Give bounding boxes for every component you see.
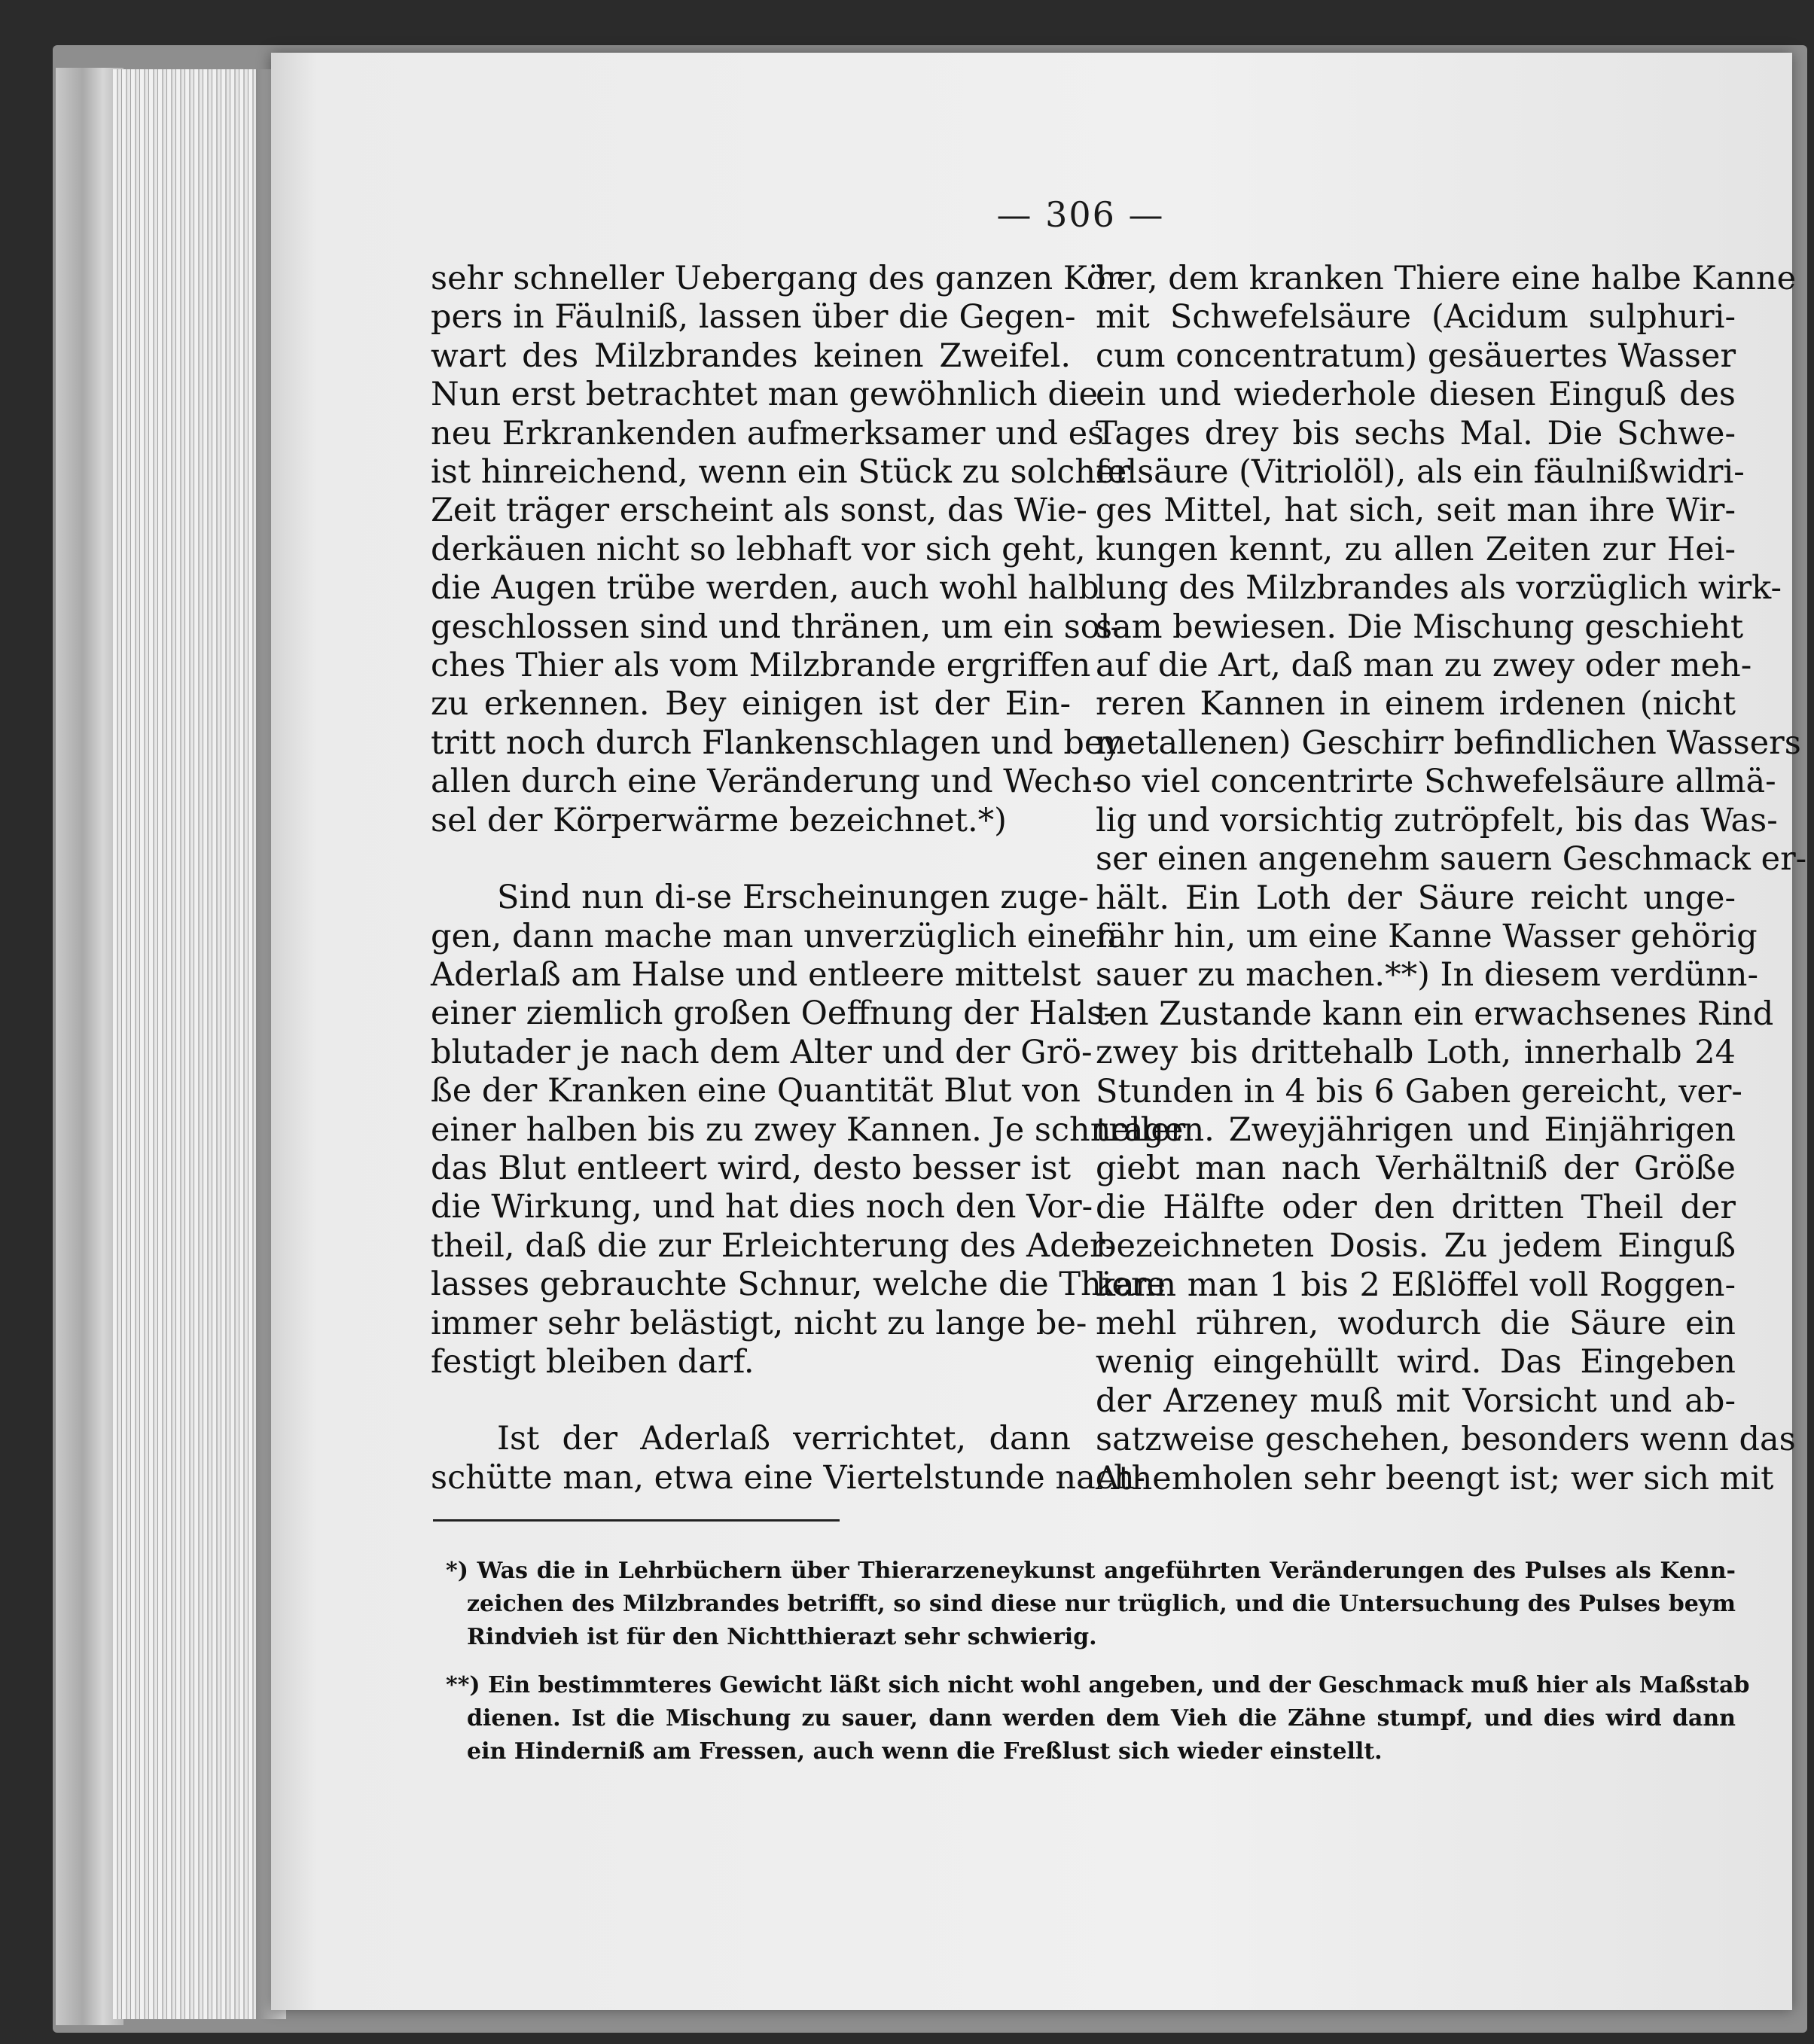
footnote-line: ein Hinderniß am Fressen, auch wenn die Freßlust sich wieder einstellt. [467,1738,1383,1765]
footnote-line: dienen. Ist die Mischung zu sauer, dann werden dem Vieh die Zähne stumpf, und dies wird dann [467,1705,1736,1732]
text-line: Tages drey bis sechs Mal. Die Schwe- [1096,414,1736,452]
text-line: tragen. Zweyjährigen und Einjährigen [1096,1110,1736,1149]
text-line: sam bewiesen. Die Mischung geschieht [1096,608,1744,646]
text-line: cum concentratum) gesäuertes Wasser [1096,337,1736,375]
text-line: mehl rühren, wodurch die Säure ein [1096,1304,1736,1342]
paragraph-gap [431,1381,1071,1420]
footnote-line: *) Was die in Lehrbüchern über Thierarzeneykunst angeführten Veränderungen des Pulses als Kenn- [446,1558,1736,1584]
text-line: so viel concentrirte Schwefelsäure allmä- [1096,763,1776,801]
text-line: auf die Art, daß man zu zwey oder meh- [1096,647,1752,685]
text-line: allen durch eine Veränderung und Wech- [431,763,1103,801]
text-line: Athemholen sehr beengt ist; wer sich mit [1096,1459,1774,1497]
text-line: reren Kannen in einem irdenen (nicht [1096,685,1736,723]
text-line: lig und vorsichtig zutröpfelt, bis das Was- [1096,801,1778,839]
text-line: geschlossen sind und thränen, um ein sol- [431,608,1121,646]
footnote-line: zeichen des Milzbrandes betrifft, so sind diese nur trüglich, und die Untersuchung des Pulses beym [467,1591,1736,1617]
text-line: lung des Milzbrandes als vorzüglich wirk- [1096,569,1782,608]
text-line: Zeit träger erscheint als sonst, das Wie- [431,492,1087,530]
text-line: Stunden in 4 bis 6 Gaben gereicht, ver- [1096,1072,1742,1110]
text-line: sel der Körperwärme bezeichnet.*) [431,801,1007,839]
text-line: zwey bis drittehalb Loth, innerhalb 24 [1096,1034,1736,1072]
text-line: Nun erst betrachtet man gewöhnlich die [431,376,1099,414]
text-line: gen, dann mache man unverzüglich einen [431,917,1117,955]
text-line: das Blut entleert wird, desto besser ist [431,1149,1071,1187]
text-line: neu Erkrankenden aufmerksamer und es [431,414,1105,452]
text-line: immer sehr belästigt, nicht zu lange be- [431,1304,1087,1342]
text-line: hält. Ein Loth der Säure reicht unge- [1096,879,1736,917]
text-line: tritt noch durch Flankenschlagen und bey [431,723,1122,762]
text-line: festigt bleiben darf. [431,1342,755,1381]
text-line: felsäure (Vitriolöl), als ein fäulnißwidri- [1096,453,1745,492]
text-line: ges Mittel, hat sich, seit man ihre Wir- [1096,492,1736,530]
footnote-rule [433,1519,840,1522]
footnote-line: **) Ein bestimmteres Gewicht läßt sich nicht wohl angeben, und der Geschmack muß hier als Maßstab [446,1672,1750,1698]
right-text-column [1096,260,1807,1498]
text-line: der Arzeney muß mit Vorsicht und ab- [1096,1381,1736,1420]
text-line: pers in Fäulniß, lassen über die Gegen- [431,298,1076,337]
footnote [446,1555,1736,1654]
text-line: ein und wiederhole diesen Einguß des [1096,376,1736,414]
text-line: sauer zu machen.**) In diesem verdünn- [1096,956,1758,995]
text-line: mit Schwefelsäure (Acidum sulphuri- [1096,298,1736,337]
text-line: wenig eingehüllt wird. Das Eingeben [1096,1343,1736,1381]
text-line: einer halben bis zu zwey Kannen. Je schneller [431,1110,1186,1149]
text-line: ße der Kranken eine Quantität Blut von [431,1072,1081,1110]
text-line: die Augen trübe werden, auch wohl halb [431,569,1099,608]
text-line: kann man 1 bis 2 Eßlöffel voll Roggen- [1096,1266,1736,1304]
text-line: blutader je nach dem Alter und der Grö- [431,1033,1093,1071]
text-line: giebt man nach Verhältniß der Größe [1096,1150,1736,1188]
text-line: schütte man, etwa eine Viertelstunde nach- [431,1458,1146,1497]
text-line: ten Zustande kann ein erwachsenes Rind [1096,995,1774,1033]
text-line: satzweise geschehen, besonders wenn das [1096,1421,1796,1459]
text-line: kungen kennt, zu allen Zeiten zur Hei- [1096,530,1736,568]
text-line: bezeichneten Dosis. Zu jedem Einguß [1096,1227,1736,1266]
paragraph-gap [431,840,1071,879]
text-line: derkäuen nicht so lebhaft vor sich geht, [431,530,1086,568]
page-stack-edge [113,69,264,2019]
left-text-column [431,260,1186,1497]
text-line: wart des Milzbrandes keinen Zweifel. [431,337,1071,375]
footnote-line: Rindvieh ist für den Nichtthierazt sehr schwierig. [467,1624,1097,1650]
text-line: metallenen) Geschirr befindlichen Wassers [1096,723,1801,762]
text-line: Sind nun di-se Erscheinungen zuge- [497,879,1090,917]
text-line: einer ziemlich großen Oeffnung der Hals- [431,995,1114,1033]
text-line: Aderlaß am Halse und entleere mittelst [431,955,1081,994]
text-line: lasses gebrauchte Schnur, welche die Thiere [431,1266,1166,1304]
footnotes [446,1555,1750,1784]
text-line: die Wirkung, und hat dies noch den Vor- [431,1188,1093,1226]
text-line: zu erkennen. Bey einigen ist der Ein- [431,685,1071,723]
footnote [446,1669,1750,1768]
text-line: ist hinreichend, wenn ein Stück zu solcher [431,453,1131,492]
text-line: ser einen angenehm sauern Geschmack er- [1096,840,1807,879]
page-number: — 306 — [996,194,1165,235]
text-line: theil, daß die zur Erleichterung des Ader- [431,1226,1117,1265]
text-line: Ist der Aderlaß verrichtet, dann [497,1420,1071,1458]
text-line: die Hälfte oder den dritten Theil der [1096,1188,1736,1226]
text-line: her, dem kranken Thiere eine halbe Kanne [1096,260,1797,297]
text-line: sehr schneller Uebergang des ganzen Kör- [431,260,1133,297]
text-line: fähr hin, um eine Kanne Wasser gehörig [1096,917,1758,955]
text-line: ches Thier als vom Milzbrande ergriffen [431,647,1091,685]
